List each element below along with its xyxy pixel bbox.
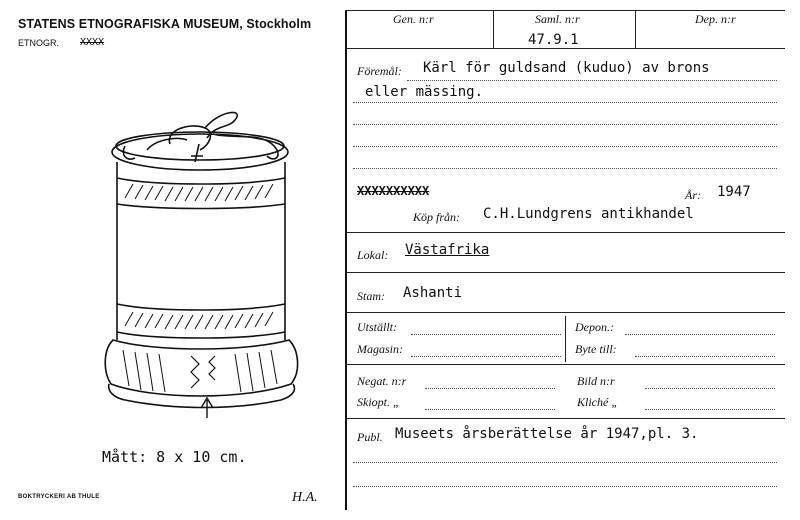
cliche-label: Kliché „: [577, 395, 618, 409]
measurement-text: Mått: 8 x 10 cm.: [102, 448, 247, 466]
header-divider-2: [635, 10, 636, 48]
exchanged-label: Byte till:: [575, 342, 617, 356]
storage-divider: [565, 316, 566, 362]
saml-number-value: 47.9.1: [528, 32, 579, 48]
dotted-line: [425, 409, 555, 410]
left-card-panel: [0, 0, 345, 520]
tribe-label: Stam:: [357, 289, 385, 303]
dotted-line: [645, 388, 775, 389]
foremal-line1: Kärl för guldsand (kuduo) av brons: [423, 60, 710, 76]
section-rule: [345, 364, 785, 365]
dotted-line: [645, 409, 775, 410]
publication-value: Museets årsberättelse år 1947,pl. 3.: [395, 426, 699, 442]
locality-label: Lokal:: [357, 248, 389, 262]
image-number-label: Bild n:r: [577, 374, 615, 388]
printer-text: BOKTRYCKERI AB THULE: [18, 494, 100, 500]
year-value: 1947: [717, 184, 751, 200]
section-rule: [345, 312, 785, 313]
section-rule: [345, 272, 785, 273]
deposited-label: Depon.:: [575, 320, 614, 334]
gen-number-label: Gen. n:r: [393, 12, 434, 26]
foremal-label: Föremål:: [357, 64, 402, 78]
tribe-value: Ashanti: [403, 285, 463, 301]
dotted-line: [411, 334, 561, 335]
locality-value: Västafrika: [405, 242, 490, 258]
etnogr-label: ETNOGR.: [18, 38, 60, 48]
dotted-line: [407, 80, 777, 81]
vessel-drawing: [95, 100, 315, 420]
dep-number-label: Dep. n:r: [695, 12, 736, 26]
foremal-line2: eller mässing.: [365, 84, 484, 100]
publication-label: Publ.: [357, 430, 383, 444]
dotted-line: [625, 334, 775, 335]
section-rule: [345, 418, 785, 419]
initials-signature: H.A.: [292, 490, 318, 505]
dotted-line: [635, 356, 775, 357]
section-rule: [345, 232, 785, 233]
dotted-line: [353, 124, 777, 125]
dotted-line: [425, 388, 555, 389]
slide-label: Skiopt. „: [357, 395, 400, 409]
header-divider-1: [493, 10, 494, 48]
dotted-line: [353, 486, 777, 487]
right-card-panel: [345, 0, 800, 520]
header-bottom-rule: [345, 48, 785, 49]
dotted-line: [353, 146, 777, 147]
dotted-line: [411, 356, 561, 357]
header-top-rule: [345, 10, 785, 11]
saml-number-label: Saml. n:r: [535, 12, 580, 26]
struck-out-entry: XXXXXXXXXX: [357, 184, 430, 198]
dotted-line: [353, 168, 777, 169]
purchase-from-label: Köp från:: [413, 210, 461, 224]
dotted-line: [353, 102, 777, 103]
exhibited-label: Utställt:: [357, 320, 398, 334]
etnogr-value: XXXX: [80, 37, 105, 48]
purchase-from-value: C.H.Lundgrens antikhandel: [483, 206, 694, 222]
year-label: År:: [685, 188, 701, 202]
museum-name: STATENS ETNOGRAFISKA MUSEUM, Stockholm: [18, 17, 312, 31]
dotted-line: [353, 462, 777, 463]
storage-label: Magasin:: [357, 342, 403, 356]
negative-number-label: Negat. n:r: [357, 374, 407, 388]
